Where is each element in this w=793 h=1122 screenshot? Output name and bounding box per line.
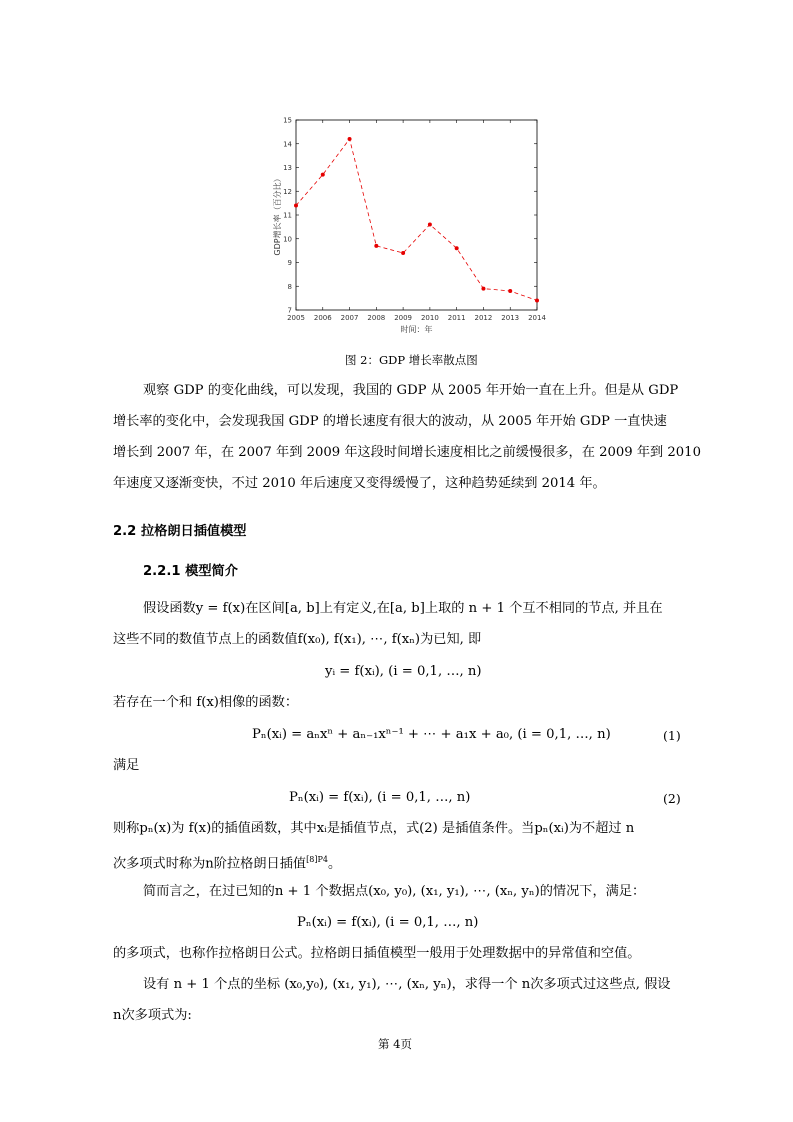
x-tick-label: 2013 [501, 314, 520, 322]
text-then-main: 次多项式时称为n阶拉格朗日插值 [113, 856, 307, 872]
paragraph-line: 观察 GDP 的变化曲线，可以发现，我国的 GDP 从 2005 年开始一直在上升。但是从 GDP [143, 383, 679, 398]
equation-1: Pₙ(xᵢ) = aₙxⁿ + aₙ₋₁xⁿ⁻¹ + ⋯ + a₁x + a₀, (i = 0,1, …, n) [252, 727, 611, 742]
gdp-growth-chart [262, 108, 552, 338]
equation-yi: yᵢ = f(xᵢ), (i = 0,1, …, n) [325, 664, 482, 679]
x-axis [287, 120, 546, 322]
data-point [401, 251, 405, 255]
text-poly: 的多项式，也称作拉格朗日公式。拉格朗日插值模型一般用于处理数据中的异常值和空值。 [113, 946, 641, 961]
text-then-end: 。 [327, 856, 342, 872]
x-tick-label: 2008 [367, 314, 386, 322]
text-suppose-line: n次多项式为: [113, 1008, 192, 1023]
data-points [294, 137, 539, 303]
intro-line: 这些不同的数值节点上的函数值f(x₀), f(x₁), ⋯, f(xₙ)为已知, 即 [113, 632, 482, 647]
y-axis [283, 117, 537, 315]
page-footer: 第 4页 [378, 1037, 412, 1051]
data-point [428, 223, 432, 227]
equation-2-number: (2) [663, 791, 681, 806]
x-tick-label: 2007 [340, 314, 359, 322]
text-exists: 若存在一个和 f(x)相像的函数： [113, 695, 299, 710]
data-point [294, 204, 298, 208]
data-point [481, 287, 485, 291]
paragraph-line: 年速度又逐渐变快，不过 2010 年后速度又变得缓慢了，这种趋势延续到 2014 年。 [113, 476, 606, 491]
y-tick-label: 9 [287, 259, 292, 267]
y-tick-label: 10 [283, 235, 292, 244]
equation-3: Pₙ(xᵢ) = f(xᵢ), (i = 0,1, …, n) [297, 915, 479, 930]
y-tick-label: 13 [283, 164, 292, 172]
series-line [296, 139, 537, 301]
data-point [374, 244, 378, 248]
x-tick-label: 2005 [287, 314, 305, 322]
data-point [508, 289, 512, 293]
text-satisfy: 满足 [113, 758, 140, 773]
y-tick-label: 11 [283, 211, 292, 220]
x-tick-label: 2012 [474, 314, 493, 322]
y-tick-label: 7 [287, 306, 292, 315]
intro-line: 假设函数y = f(x)在区间[a, b]上有定义,在[a, b]上取的 n + 1 个互不相同的节点, 并且在 [143, 601, 663, 616]
equation-2: Pₙ(xᵢ) = f(xᵢ), (i = 0,1, …, n) [289, 790, 471, 805]
y-tick-label: 12 [283, 187, 292, 196]
text-then-line [113, 852, 341, 872]
text-brief: 简而言之，在过已知的n + 1 个数据点(x₀, y₀), (x₁, y₁), ⋯, (xₙ, yₙ)的情况下，满足： [143, 884, 646, 899]
data-point [348, 137, 352, 141]
equation-1-number: (1) [663, 728, 681, 743]
section-heading-2-2-1: 2.2.1 模型简介 [143, 564, 238, 579]
x-tick-label: 2010 [420, 314, 439, 322]
paragraph-line: 增长率的变化中，会发现我国 GDP 的增长速度有很大的波动，从 2005 年开始 GDP 一直快速 [113, 414, 667, 429]
data-point [535, 299, 539, 303]
x-tick-label: 2009 [394, 314, 413, 322]
y-tick-label: 14 [283, 140, 292, 149]
data-point [455, 246, 459, 250]
section-heading-2-2: 2.2 拉格朗日插值模型 [113, 524, 247, 539]
paragraph-line: 增长到 2007 年，在 2007 年到 2009 年这段时间增长速度相比之前缓慢很多，在 2009 年到 2010 [113, 445, 701, 460]
y-tick-label: 8 [287, 282, 292, 291]
text-suppose-line: 设有 n + 1 个点的坐标 (x₀,y₀), (x₁, y₁), ⋯, (xₙ, yₙ)，求得一个 n次多项式过这些点, 假设 [143, 977, 671, 992]
text-then-line: 则称pₙ(x)为 f(x)的插值函数，其中xᵢ是插值节点，式(2) 是插值条件。当pₙ(xᵢ)为不超过 n [113, 821, 635, 836]
figure-caption: 图 2：GDP 增长率散点图 [345, 353, 478, 367]
x-axis-label: 时间：年 [400, 325, 433, 334]
citation-ref: [8]P4 [306, 855, 328, 864]
x-tick-label: 2011 [447, 314, 466, 322]
x-tick-label: 2006 [313, 314, 332, 322]
plot-frame [296, 120, 537, 310]
y-tick-label: 15 [283, 116, 292, 125]
x-tick-label: 2014 [528, 314, 546, 322]
y-axis-label: GDP增长率（百分比） [273, 174, 282, 256]
data-point [321, 173, 325, 177]
